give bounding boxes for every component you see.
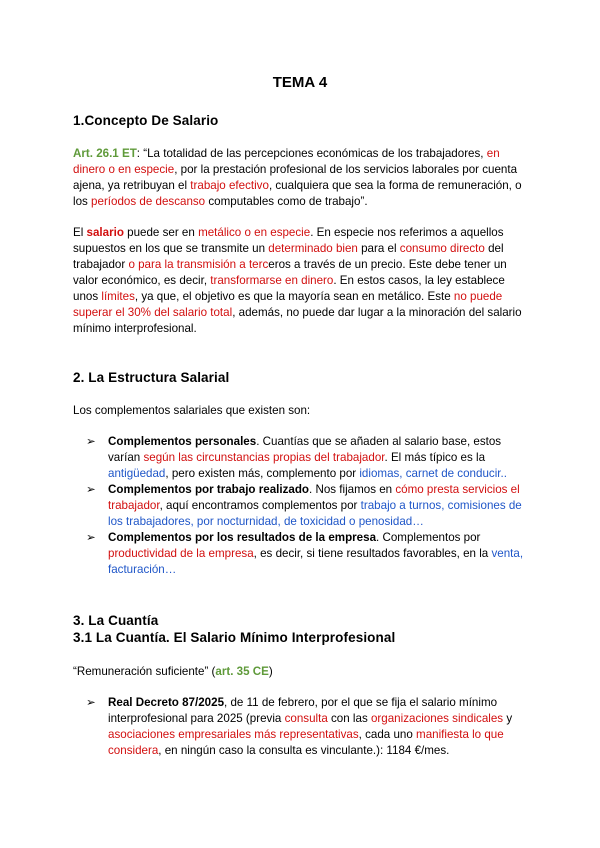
arrow-bullet-icon: ➢ xyxy=(86,531,96,544)
section-2-intro: Los complementos salariales que existen son: xyxy=(73,404,311,417)
section-3-1-heading: 3.1 La Cuantía. El Salario Mínimo Interprofesional xyxy=(73,630,396,645)
page-title: TEMA 4 xyxy=(272,74,328,91)
royal-decree-list xyxy=(86,695,532,759)
section-3-heading: 3. La Cuantía xyxy=(73,613,159,628)
complements-list xyxy=(86,434,532,578)
list-item: ➢ Complementos personales. Cuantías que se añaden al salario base, estos varían según las circunstancias propias del trabajador. El más típico es la antigüedad, pero existen más, complemento por idiomas, carnet de conducir.. xyxy=(86,435,507,480)
law-reference: art. 35 CE xyxy=(215,665,269,678)
section-2-heading: 2. La Estructura Salarial xyxy=(73,370,230,385)
arrow-bullet-icon: ➢ xyxy=(86,483,96,496)
arrow-bullet-icon: ➢ xyxy=(86,696,96,709)
section-1-heading: 1.Concepto De Salario xyxy=(73,113,219,128)
arrow-bullet-icon: ➢ xyxy=(86,435,96,448)
law-reference: Art. 26.1 ET xyxy=(73,147,137,160)
section-3-quote: “Remuneración suficiente” (art. 35 CE) xyxy=(73,665,273,678)
list-item: ➢ Complementos por los resultados de la empresa. Complementos por productividad de la empresa, es decir, si tiene resultados favorables, en la venta, facturación… xyxy=(86,531,524,576)
list-item: ➢ Real Decreto 87/2025, de 11 de febrero, por el que se fija el salario mínimo interprofesional para 2025 (previa consulta con las organizaciones sindicales y asociaciones empresariales más representativas, cada uno manifiesta lo que considera, en ningún caso la consulta es vinculante.): 1184 €/mes. xyxy=(86,696,513,757)
section-1-definition: Art. 26.1 ET: “La totalidad de las percepciones económicas de los trabajadores, en dinero o en especie, por la prestación profesional de los servicios laborales por cuenta ajena, ya retribuyan el trabajo efectivo, cualquiera que sea la forma de remuneración, o los períodos de descanso computables como de trabajo”. xyxy=(73,147,522,208)
list-item: ➢ Complementos por trabajo realizado. Nos fijamos en cómo presta servicios el trabajador, aquí encontramos complementos por trabajo a turnos, comisiones de los trabajadores, por nocturnidad, de toxicidad o penosidad… xyxy=(86,483,522,528)
section-1-explanation: El salario puede ser en metálico o en especie. En especie nos referimos a aquellos supuestos en los que se transmite un determinado bien para el consumo directo del trabajador o para la transmisión a terceros a través de un precio. Este debe tener un valor económico, es decir, transformarse en dinero. En estos casos, la ley establece unos límites, ya que, el objetivo es que la mayoría sean en metálico. Este no puede superar el 30% del salario total, además, no puede dar lugar a la minoración del salario mínimo interprofesional. xyxy=(73,226,522,335)
